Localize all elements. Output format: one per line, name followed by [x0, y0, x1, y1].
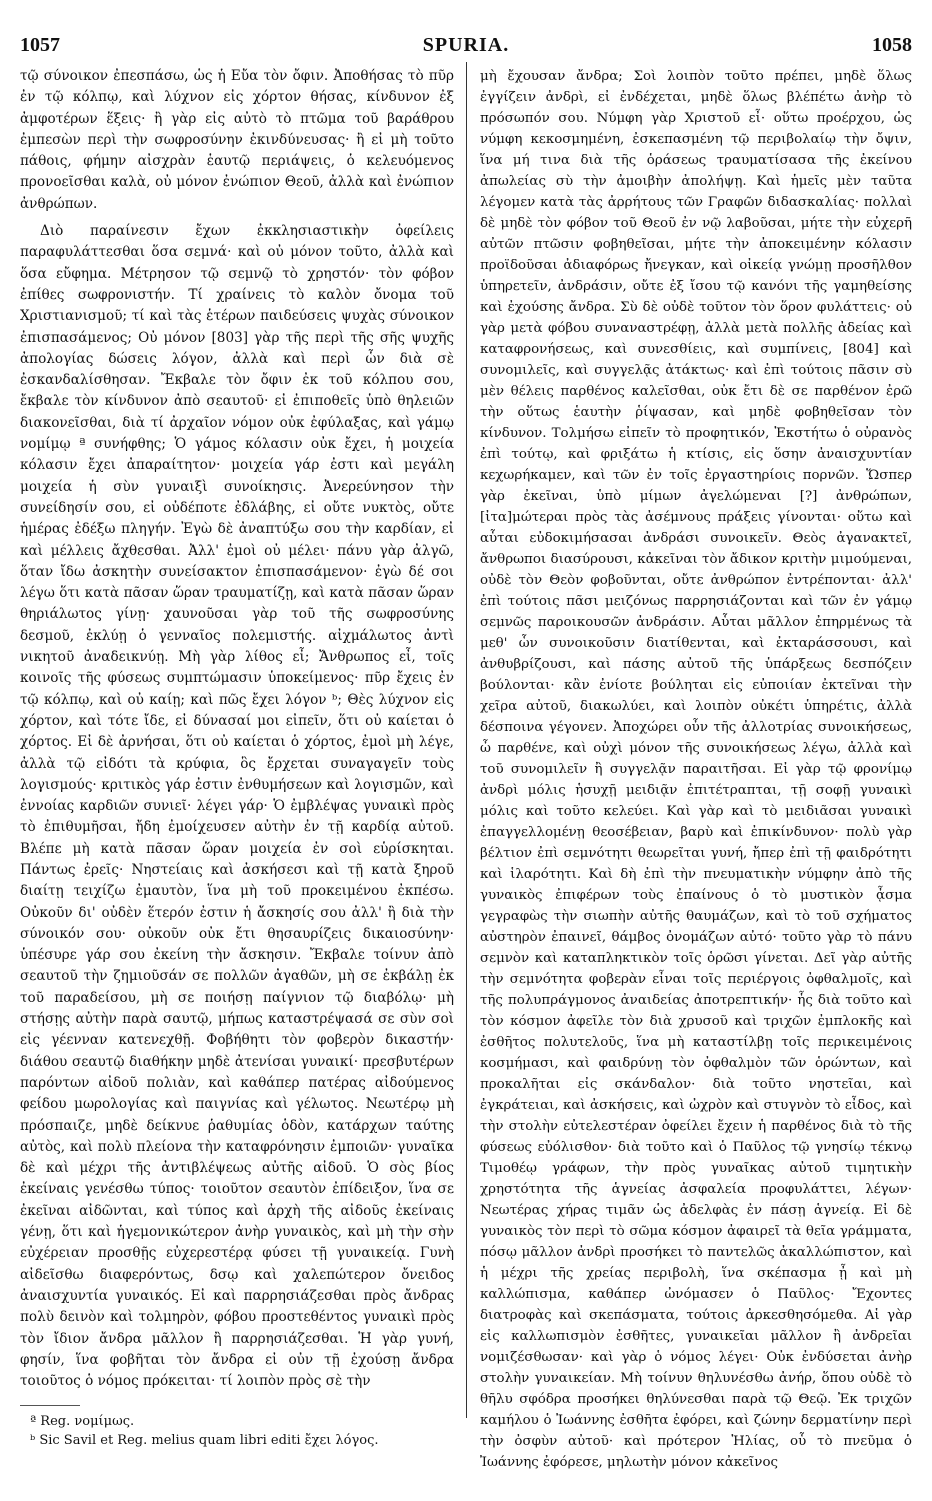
running-title: SPURIA.	[422, 34, 510, 56]
paragraph: μὴ ἔχουσαν ἄνδρα; Σοὶ λοιπὸν τοῦτο πρέπει, μηδὲ ὅλως ἐγγίζειν ἀνδρὶ, εἰ ἐνδέχεται, μηδὲ ὅλως βλέπέτω ἀνὴρ τὸ πρόσωπόν σου. Νύμφη γὰρ Χριστοῦ εἶ· οὕτω προέρχου, ὡς νύμφη κεκοσμημένη, ἐσκεπασμένη τῷ περιβολαίῳ τὴν ὄψιν, ἵνα μή τινα διὰ τῆς ὁράσεως τραυματίσασα τῆς ἐκείνου ἀπωλείας σὺ τὴν ἀμοιβὴν ἀπολήψῃ. Καὶ ἡμεῖς μὲν ταῦτα λέγομεν κατὰ τὰς ἀρρήτους τῶν Γραφῶν διδασκαλίας· πολλαὶ δὲ μηδὲ τὸν φόβον τοῦ Θεοῦ ἐν νῷ λαβοῦσαι, μήτε τὴν εὐχερῆ αὐτῶν πτῶσιν φοβηθεῖσαι, μήτε τὴν ἀποκειμένην κόλασιν προϊδοῦσαι ἀδιαφόρως ἤνεγκαν, καὶ οἰκείᾳ γνώμῃ προσῆλθον ὑπηρετεῖν, ἀνδράσιν, οὔτε ἐξ ἴσου τῷ κανόνι τῆς γαμηθείσης καὶ ἐχούσης ἄνδρα. Σὺ δὲ οὐδὲ τοῦτον τὸν ὅρον φυλάττεις· οὐ γὰρ μετὰ φόβου συναναστρέφῃ, ἀλλὰ μετὰ πολλῆς ἀδείας καὶ καταφρονήσεως, καὶ συνεσθίεις, καὶ συμπίνεις, [804] καὶ συνομιλεῖς, καὶ συγγελᾷς ἀτάκτως· καὶ ἐπὶ τούτοις πᾶσιν σὺ μὲν θέλεις παρθένος καλεῖσθαι, οὐκ ἔτι δὲ σε παρθένον ἐρῶ τὴν οὕτως ἑαυτὴν ῥίψασαν, καὶ μηδὲ φοβηθεῖσαν τὸν κίνδυνον. Τολμήσω εἰπεῖν τὸ προφητικόν, Ἐκστήτω ὁ οὐρανὸς ἐπὶ τούτῳ, καὶ φριξάτω ἡ κτίσις, εἰς ὅσην ἀναισχυντίαν κεχωρήκαμεν, καὶ τῶν ἐν τοῖς ἐργαστηρίοις πορνῶν. Ὥσπερ γὰρ ἐκεῖναι, ὑπὸ μίμων ἀγελώμεναι [?] ἀνθρώπων, [ἰτα]μώτεραι πρὸς τὰς ἀσέμνους πράξεις γίνονται· οὕτω καὶ αὗται εὐδοκιμήσασαι ἀνδράσι συνοικεῖν. Θεὸς ἀγανακτεῖ, ἄνθρωποι διασύρουσι, κἀκεῖναι τὸν ἄδικον κριτὴν μιμούμεναι, οὐδὲ τὸν Θεὸν φοβοῦνται, οὔτε ἀνθρώπον ἐντρέπονται· ἀλλ' ἐπὶ τούτοις πᾶσι μειζόνως παρρησιάζονται καὶ τῶν ἐν γάμῳ σεμνῶς παροικουσῶν ἀνδράσιν. Αὗται μᾶλλον ἐπηρμένως τὰ μεθ' ὧν συνοικοῦσιν διατίθενται, καὶ ἐκταράσσουσι, καὶ ἀνθυβρίζουσι, καὶ πάσης αὐτοῦ τῆς ὑπάρξεως δεσπόζειν βούλονται· κἂν ἐνίοτε βούληται εἰς εὐποιίαν ἐκτεῖναι τὴν χεῖρα αὐτοῦ, διακωλύει, καὶ λοιπὸν οὐκέτι ὑπηρέτις, ἀλλὰ δέσποινα γέγονεν. Ἀποχώρει οὖν τῆς ἀλλοτρίας συνοικήσεως, ὦ παρθένε, καὶ οὐχὶ μόνον τῆς συνοικήσεως λέγω, ἀλλὰ καὶ τοῦ συνομιλεῖν ἢ συγγελᾷν παραιτῆσαι. Εἰ γὰρ τῷ φρονίμῳ ἀνδρὶ μόλις ἡσυχῇ μειδιᾷν ἐπιτέτραπται, τῇ σοφῇ γυναικὶ μόλις καὶ τοῦτο κελεύει. Καὶ γὰρ καὶ τὸ μειδιᾶσαι γυναικὶ ἐπαγγελλομένῃ θεοσέβειαν, βαρὺ καὶ ἐπικίνδυνον· πολὺ γὰρ βέλτιον ἐπὶ σεμνότητι θεωρεῖται γυνή, ἤπερ ἐπὶ τῇ φαιδρότητι καὶ ἱλαρότητι. Καὶ δὴ ἐπὶ τὴν πνευματικὴν νύμφην ἀπὸ τῆς γυναικὸς ἐπιφέρων τοὺς ἐπαίνους ὁ τὸ μυστικὸν ᾆσμα γεγραφὼς τὴν σιωπὴν αὐτῆς θαυμάζων, καὶ τὸ τοῦ σχήματος αὐστηρὸν ἐπαινεῖ, θάμβος ὀνομάζων αὐτό· τοῦτο γὰρ τὸ πάνυ σεμνὸν καὶ καταπληκτικὸν τοῖς ὁρῶσι γίνεται. Δεῖ γὰρ αὐτῆς τὴν σεμνότητα φοβερὰν εἶναι τοῖς περιέργοις ὀφθαλμοῖς, καὶ τῆς πολυπράγμονος ἀναιδείας ἀποτρεπτικήν· ἧς διὰ τοῦτο καὶ τὸν κόσμον ἀφεῖλε τὸν διὰ χρυσοῦ καὶ τριχῶν ἐμπλοκῆς καὶ ἐσθῆτος πολυτελοῦς, ἵνα μὴ καταστίλβῃ τοῖς περικειμένοις κοσμήμασι, καὶ φαιδρύνῃ τὸν ὀφθαλμὸν τῶν ὁρώντων, καὶ προκαλῆται εἰς σκάνδαλον· διὰ τοῦτο νηστεῖαι, καὶ ἐγκράτειαι, καὶ ἀσκήσεις, καὶ ὠχρὸν καὶ στυγνὸν τὸ εἶδος, καὶ τὴν στολὴν εὐτελεστέραν ὀφείλει ἔχειν ἡ παρθένος διὰ τὸ τῆς φύσεως εὐόλισθον· διὰ τοῦτο καὶ ὁ Παῦλος τῷ γνησίῳ τέκνῳ Τιμοθέῳ γράφων, τὴν πρὸς γυναῖκας αὐτοῦ τιμητικὴν χρηστότητα τῆς ἁγνείας ἀσφαλεία προφυλάττει, λέγων· Νεωτέρας χήρας τιμᾶν ὡς ἀδελφὰς ἐν πάσῃ ἁγνείᾳ. Εἰ δὲ γυναικὸς τὸν περὶ τὸ σῶμα κόσμον ἀφαιρεῖ τὰ θεῖα γράμματα, πόσῳ μᾶλλον ἀνδρὶ προσήκει τὸ παντελῶς ἀκαλλώπιστον, καὶ ἡ μέχρι τῆς χρείας περιβολὴ, ἵνα σκέπασμα ᾖ καὶ μὴ καλλώπισμα, καθάπερ ὠνόμασεν ὁ Παῦλος· Ἔχοντες διατροφὰς καὶ σκεπάσματα, τούτοις ἀρκεσθησόμεθα. Αἱ γὰρ εἰς καλλωπισμὸν ἐσθῆτες, γυναικεῖαι μᾶλλον ἢ ἀνδρεῖαι νομιζέσθωσαν· καὶ γὰρ ὁ νόμος λέγει· Οὐκ ἐνδύσεται ἀνὴρ στολὴν γυναικείαν. Μὴ τοίνυν θηλυνέσθω ἀνήρ, ὅπου οὐδὲ τὸ θῆλυ σφόδρα προσήκει θηλύνεσθαι παρὰ τῷ Θεῷ. Ἐκ τριχῶν καμήλου ὁ Ἰωάννης ἐσθῆτα ἐφόρει, καὶ ζώνην δερματίνην περὶ τὴν ὀσφὺν αὐτοῦ· καὶ πρότερον Ἠλίας, οὗ τὸ πνεῦμα ὁ Ἰωάννης ἐφόρεσε, μηλωτὴν μόνον κἀκεῖνος	[480, 69, 912, 1470]
left-page-number: 1057	[20, 34, 60, 56]
footnote-b: ᵇ Sic Savil et Reg. melius quam libri editi ἔχει λόγος.	[30, 1433, 379, 1448]
left-column	[20, 66, 454, 1392]
paragraph: τῷ σύνοικον ἐπεσπάσω, ὡς ἡ Εὔα τὸν ὄφιν. Ἀποθήσας τὸ πῦρ ἐν τῷ κόλπῳ, καὶ λύχνον εἰς χόρτον θήσας, κίνδυνον ἐξ ἀμφοτέρων ἕξεις· ἢ γὰρ εἰς αὐτὸ τὸ πτῶμα τοῦ βαράθρου ἐμπεσὼν περὶ τὴν σωφροσύνην ἐκινδύνευσας· ἢ εἰ μὴ τοῦτο πάθοις, φήμην αἰσχρὰν ἑαυτῷ περιάψεις, ὁ κελευόμενος προνοεῖσθαι καλὰ, οὐ μόνον ἐνώπιον Θεοῦ, ἀλλὰ καὶ ἐνώπιον ἀνθρώπων.	[20, 68, 454, 212]
paragraph: Διὸ παραίνεσιν ἔχων ἐκκλησιαστικὴν ὀφείλεις παραφυλάττεσθαι ὅσα σεμνά· καὶ οὐ μόνον τοῦτο, ἀλλὰ καὶ ὅσα εὔφημα. Μέτρησον τῷ σεμνῷ τὸ χρηστόν· τὸν φόβον ἐπίθες σωφρονιστήν. Τί χραίνεις τὸ καλὸν ὄνομα τοῦ Χριστιανισμοῦ; τί καὶ τὰς ἑτέρων παιδεύσεις ψυχὰς σύνοικον ἐπισπασάμενος; Οὐ μόνον [803] γὰρ τῆς περὶ τῆς σῆς ψυχῆς ἀπολογίας δώσεις λόγον, ἀλλὰ καὶ περὶ ὧν διὰ σὲ ἐσκανδαλίσθησαν. Ἔκβαλε τὸν ὄφιν ἐκ τοῦ κόλπου σου, ἔκβαλε τὸν κίνδυνον ἀπὸ σεαυτοῦ· εἰ ἐπιποθεῖς ὑπὸ θηλειῶν διακονεῖσθαι, διὰ τί ἀρχαῖον νόμον οὐκ ἐφύλαξας, καὶ γάμῳ νομίμῳ ª συνήφθης; Ὁ γάμος κόλασιν οὐκ ἔχει, ἡ μοιχεία κόλασιν ἔχει ἀπαραίτητον· μοιχεία γάρ ἐστι καὶ μεγάλη μοιχεία ἡ σὺν γυναιξὶ συνοίκησις. Ἀνερεύνησον τὴν συνείδησίν σου, εἰ οὐδέποτε ἐδλάβης, εἰ οὔτε νυκτὸς, οὔτε ἡμέρας ἐδέξω πληγήν. Ἐγὼ δὲ ἀναπτύξω σου τὴν καρδίαν, εἰ καὶ μέλλεις ἄχθεσθαι. Ἀλλ' ἐμοὶ οὐ μέλει· πάνυ γὰρ ἀλγῶ, ὅταν ἴδω ἀσκητὴν συνείσακτον ἐπισπασάμενον· ἐγὼ δέ σοι λέγω ὅτι κατὰ πᾶσαν ὥραν τραυματίζῃ, καὶ κατὰ πᾶσαν ὥραν θηριάλωτος γίνῃ· χαυνοῦσαι γὰρ τοῦ τῆς σωφροσύνης δεσμοῦ, ἐκλύῃ ὁ γενναῖος πολεμιστής. αἰχμάλωτος ἀντὶ νικητοῦ ἀναδεικνύῃ. Μὴ γὰρ λίθος εἶ; Ἄνθρωπος εἶ, τοῖς κοινοῖς τῆς φύσεως συμπτώμασιν ὑποκείμενος· πῦρ ἔχεις ἐν τῷ κόλπῳ, καὶ οὐ καίῃ; καὶ πῶς ἔχει λόγον ᵇ; Θὲς λύχνον εἰς χόρτον, καὶ τότε ἴδε, εἰ δύνασαί μοι εἰπεῖν, ὅτι οὐ καίεται ὁ χόρτος. Εἰ δὲ ἀρνήσαι, ὅτι οὐ καίεται ὁ χόρτος, ἐμοὶ μὴ λέγε, ἀλλὰ τῷ εἰδότι τὰ κρύφια, ὃς ἔρχεται συναγαγεῖν τοὺς λογισμούς· κριτικὸς γάρ ἐστιν ἐνθυμήσεων καὶ λογισμῶν, καὶ ἐννοίας καρδιῶν συνιεῖ· λέγει γάρ· Ὁ ἐμβλέψας γυναικὶ πρὸς τὸ ἐπιθυμῆσαι, ἤδη ἐμοίχευσεν αὐτὴν ἐν τῇ καρδίᾳ αὐτοῦ. Βλέπε μὴ κατὰ πᾶσαν ὥραν μοιχεία ἐν σοὶ εὑρίσκηται. Πάντως ἐρεῖς· Νηστείαις καὶ ἀσκήσεσι καὶ τῇ κατὰ ξηροῦ διαίτῃ τειχίζω ἐμαυτὸν, ἵνα μὴ τοῦ προκειμένου ἐκπέσω. Οὐκοῦν δι' οὐδὲν ἕτερόν ἐστιν ἡ ἄσκησίς σου ἀλλ' ἢ διὰ τὴν σύνοικόν σου· οὐκοῦν οὐκ ἔτι θησαυρίζεις δικαιοσύνην· ὑπέσυρε γάρ σου ἐκείνη τὴν ἄσκησιν. Ἔκβαλε τοίνυν ἀπὸ σεαυτοῦ τὴν ζημιοῦσάν σε πολλῶν ἀγαθῶν, μὴ σε ἐκβάλῃ ἐκ τοῦ παραδείσου, μὴ σε ποιήσῃ παίγνιον τῷ διαβόλῳ· μὴ στήσῃς αὐτὴν παρὰ σαυτῷ, μήπως καταστρέψασά σε σὺν σοὶ εἰς γέενναν κατενεχθῇ. Φοβήθητι τὸν φοβερὸν δικαστήν· διάθου σεαυτῷ διαθήκην μηδὲ ἀτενίσαι γυναικί· πρεσβυτέρων παρόντων αἰδοῦ πολιὰν, καὶ καθάπερ πατέρας αἰδούμενος φείδου μωρολογίας καὶ παιγνίας καὶ γέλωτος. Νεωτέρῳ μὴ πρόσπαιζε, μηδὲ δείκνυε ῥαθυμίας ὁδὸν, κατάρχων ταύτης αὐτὸς, καὶ πολὺ πλείονα τὴν καταφρόνησιν ἐμποιῶν· γυναῖκα δὲ καὶ μέχρι τῆς ἀντιβλέψεως αὐτῆς αἰδοῦ. Ὁ σὸς βίος ἐκείναις γενέσθω τύπος· τοιοῦτον σεαυτὸν ἐπίδειξον, ἵνα σε ἐκεῖναι αἰδῶνται, καὶ τύπος καὶ ἀρχὴ τῆς αἰδοῦς ἐκείναις γένῃ, ὅτι καὶ ἡγεμονικώτερον ἀνὴρ γυναικὸς, καὶ μὴ τὴν σὴν εὐχέρειαν προσθῇς εὐχερεστέρᾳ φύσει τῇ γυναικείᾳ. Γυνὴ αἰδεῖσθω διαφερόντως, δσῳ καὶ χαλεπώτερον ὄνειδος ἀναισχυντία γυναικός. Εἰ καὶ παρρησιάζεσθαι πρὸς ἄνδρας πολὺ δεινὸν καὶ τολμηρὸν, φόβου προστεθέντος γυναικὶ πρὸς τὸν ἴδιον ἄνδρα μᾶλλον ἢ παρρησιάζεσθαι. Ἡ γὰρ γυνή, φησίν, ἵνα φοβῆται τὸν ἄνδρα εἰ οὐν τῇ ἐχούσῃ ἄνδρα τοιοῦτος ὁ νόμος πρόκειται· τί λοιπὸν πρὸς σὲ τὴν	[20, 223, 454, 1390]
column-divider	[466, 62, 467, 1418]
footnotes	[30, 1412, 450, 1450]
footnote-a: ª Reg. νομίμως.	[30, 1414, 135, 1429]
right-page-number: 1058	[872, 34, 912, 56]
footnote-rule	[20, 1405, 80, 1406]
page-header	[20, 34, 912, 58]
right-column	[480, 66, 912, 1473]
